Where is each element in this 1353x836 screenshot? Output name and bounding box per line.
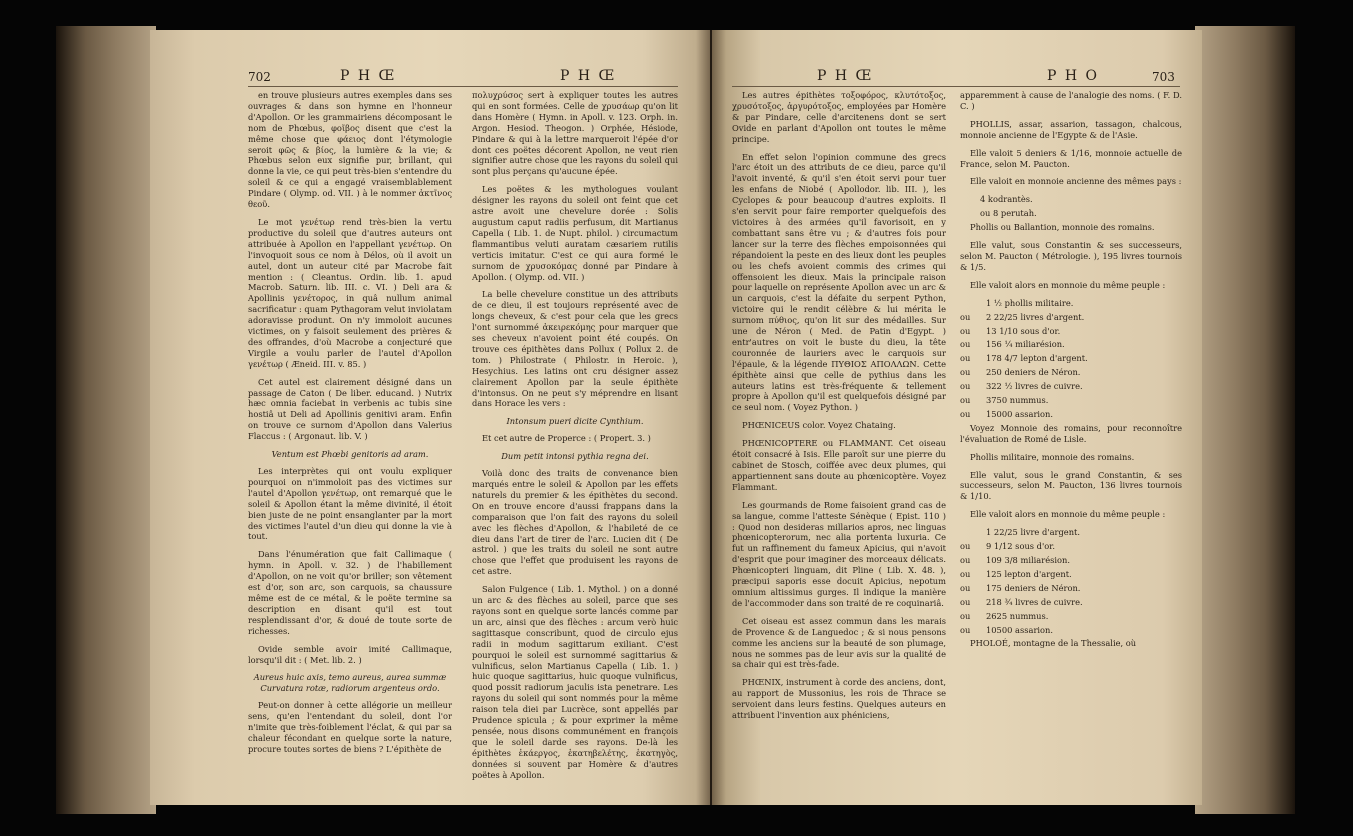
verse: Aureus huic axis, temo aureus, aurea summæ Curvatura rotæ, radiorum argenteus ordo. xyxy=(253,672,447,694)
paragraph: Elle valoit en monnoie ancienne des mêmes pays : xyxy=(970,176,1182,187)
value-row-prefix: ou xyxy=(960,555,971,565)
paragraph: en trouve plusieurs autres exemples dans ses ouvrages & dans son hymne en l'honneur d'Apollon. Or les grammairiens décomposant le nom de Phœbus, φοῖβος disent que c'est la même chose que φάειος dont l'étymologie seroit φῶς & βίος, la lumière & la vie; & Phœbus selon eux signifie pur, brillant, qui donne la vie, ce qui peut très-bien s'entendre du soleil & ce qui a engagé vraisemblablement Pindare ( Olymp. od. VII. ) à le nommer ἀκτῖνος θεοῦ. xyxy=(248,90,452,210)
value-row-text: 109 3/8 miliarésion. xyxy=(986,555,1071,565)
value-row-text: 250 deniers de Néron. xyxy=(986,367,1081,378)
paragraph: Dans l'énumération que fait Callimaque ( hymn. in Apoll. v. 32. ) de l'habillement d'Apollon, on ne voit qu'or briller; son vêtement est d'or, son arc, son carquois, sa chaussure même est de ce métal, & le poëte termine sa description en disant qu'il est tout resplendissant d'or, & doué de toute sorte de richesses. xyxy=(248,549,452,636)
value-row xyxy=(960,409,1182,420)
paragraph: Cet autel est clairement désigné dans un passage de Caton ( De liber. educand. ) Nutrix hæc omnia faciebat in verbenis ac tubis sine hostiâ ut Deli ad Apollinis genitivi aram. Enfin on trouve ce surnom d'Apollon dans Valerius Flaccus : ( Argonaut. lib. V. ) xyxy=(248,376,452,442)
value-row xyxy=(960,625,1182,636)
value-row-prefix: ou xyxy=(960,311,971,322)
value-row-prefix: ou xyxy=(960,325,971,336)
value-row-text: 218 ¾ livres de cuivre. xyxy=(986,596,1083,607)
verse: Dum petit intonsi pythia regna dei. xyxy=(501,451,649,462)
text-column-1 xyxy=(248,90,452,762)
value-row-prefix: ou xyxy=(960,596,971,607)
running-header: P H Œ xyxy=(817,68,874,84)
paragraph: Les interprètes qui ont voulu expliquer pourquoi on n'immoloit pas des victimes sur l'autel d'Apollon γενέτωρ, ont remarqué que le soleil & Apollon étant la même divinité, il étoit bien juste de ne point ensanglanter par la mort des victimes l'autel d'un dieu qui donne la vie à tout. xyxy=(248,466,452,542)
paragraph: Elle valut, sous le grand Constantin, & ses successeurs, selon M. Paucton, 136 livres tournois & 1/10. xyxy=(960,469,1182,502)
value-row-prefix: ou xyxy=(960,541,971,552)
paragraph: Les poëtes & les mythologues voulant désigner les rayons du soleil ont feint que cet astre avoit une chevelure dorée : Solis augustum caput radiis perfusum, dit Martianus Capella ( Lib. 1. de Nupt. philol. ) circumactum flammantibus veluti auratam cæsariem rutilis verticis imitatur. C'est ce qui aura formé le surnom de χρυσοκόμας donné par Pindare à Apollon. ( Olymp. od. VII. ) xyxy=(472,184,678,282)
paragraph: Peut-on donner à cette allégorie un meilleur sens, qu'en l'entendant du soleil, dont l'or n'imite que très-foiblement l'éclat, & qui par sa chaleur fécondant en quelque sorte la nature, procure toutes sortes de biens ? L'épithète de xyxy=(248,700,452,754)
page-number: 702 xyxy=(248,70,271,84)
entry-heading: Phollis militaire, monnoie des romains. xyxy=(970,451,1135,462)
value-row-text: 9 1/12 sous d'or. xyxy=(986,541,1055,552)
entry-heading: PHOLLIS, assar, assarion, tassagon, chalcous, monnoie ancienne de l'Egypte & de l'Asie. xyxy=(960,118,1182,140)
value-row-text: 175 deniers de Néron. xyxy=(986,582,1081,593)
value-row-text: 15000 assarion. xyxy=(986,408,1054,419)
paragraph: Voilà donc des traits de convenance bien marqués entre le soleil & Apollon par les effets naturels du premier & les épithètes du second. On en trouve encore d'aussi frappans dans la comparaison que l'on fait des rayons du soleil avec les flèches d'Apollon, & l'habileté de ce dieu dans l'art de tirer de l'arc. Lucien dit ( De astrol. ) que les traits du soleil ne sont autre chose que l'effet que produisent les rayons de cet astre. xyxy=(472,468,678,577)
entry-heading: PHŒNICEUS color. Voyez Chataing. xyxy=(742,420,896,431)
paragraph: Elle valoit alors en monnoie du même peuple : xyxy=(970,509,1166,520)
value-row-text: 3750 nummus. xyxy=(986,395,1049,406)
paragraph: Elle valoit alors en monnoie du même peuple : xyxy=(970,279,1166,290)
value-row-text: 2625 nummus. xyxy=(986,610,1049,621)
value-row: ou 8 perutah. xyxy=(980,208,1037,219)
value-row xyxy=(960,298,1182,309)
paragraph: En effet selon l'opinion commune des grecs l'arc étoit un des attributs de ce dieu, parce qu'il l'avoit inventé, & qu'il s'en étoit servi pour tuer les enfans de Niobé ( Apollodor. lib. III. ), les Cyclopes & pour beaucoup d'autres exploits. Il s'en servit pour faire remporter quelquefois des victoires à des armées qu'il favorisoit, en y combattant sans être vu ; & d'autres fois pour lancer sur la terre des flèches empoisonnées qui répandoient la peste en des lieux dont les peuples ou les chefs avoient commis des crimes qui offensoient les dieux. Mais la principale raison pour laquelle on représente Apollon avec un arc & un carquois, c'est la défaite du serpent Python, victoire qui le rendit célèbre & lui mérita le surnom πύθιος, qu'on lit sur des médailles. Sur une de Néron ( Med. de Patin d'Egypt. ) entr'autres on voit le buste du dieu, la tête couronnée de lauriers avec le carquois sur l'épaule, & la légende ΠΥΘΙΟΣ ΑΠΟΛΛΩΝ. Cette épithète ainsi que celle de pythius dans les auteurs latins est très-fréquente & tellement propre à Apollon qu'il est quelquefois désigné par ce seul nom. ( Voyez Python. ) xyxy=(732,151,946,413)
entry-heading: PHOLOÉ, montagne de la Thessalie, où xyxy=(970,638,1137,649)
value-row-text: 322 ½ livres de cuivre. xyxy=(986,381,1083,392)
paragraph: Elle valut, sous Constantin & ses successeurs, selon M. Paucton ( Métrologie. ), 195 livres tournois & 1/5. xyxy=(960,240,1182,272)
value-row xyxy=(960,569,1182,580)
paragraph: πολυχρύσος sert à expliquer toutes les autres qui en sont formées. Celle de χρυσάωρ qu'on lit dans Homère ( Hymn. in Apoll. v. 123. Orph. in. Argon. Hesiod. Theogon. ) Orphée, Hésiode, Pindare & qui à la lettre marqueroit l'épée d'or dont ces poëtes décorent Apollon, ne veut rien signifier autre chose que les rayons du soleil qui sont plus perçans qu'aucune épée. xyxy=(472,90,678,177)
value-table xyxy=(960,298,1182,420)
value-row xyxy=(960,381,1182,392)
value-row xyxy=(960,611,1182,622)
value-row xyxy=(960,312,1182,323)
value-table xyxy=(960,527,1182,635)
paragraph: Voyez Monnoie des romains, pour reconnoître l'évaluation de Romé de Lisle. xyxy=(960,422,1182,444)
paragraph: La belle chevelure constitue un des attributs de ce dieu, il est toujours représenté avec de longs cheveux, & c'est pour cela que les grecs l'ont surnommé ἀκειρεκόμης pour marquer que ses cheveux n'avoient point été coupés. On trouve ces épithètes dans Pollux ( Pollux 2. de tom. ) Philostrate ( Philostr. in Heroic. ), Hesychius. Les latins ont cru désigner assez clairement Apollon par la seule épithète d'intonsus. On ne peut s'y méprendre en lisant dans Horace les vers : xyxy=(472,289,678,409)
value-row xyxy=(960,367,1182,378)
verse: Ventum est Phœbi genitoris ad aram. xyxy=(271,449,429,460)
value-row-text: 125 lepton d'argent. xyxy=(986,568,1072,579)
paragraph: Et cet autre de Properce : ( Propert. 3. ) xyxy=(482,433,651,444)
value-row-text: 156 ¼ miliarésion. xyxy=(986,339,1065,350)
text-column-2 xyxy=(960,90,1182,656)
paragraph: Salon Fulgence ( Lib. 1. Mythol. ) on a donné un arc & des flèches au soleil, parce que ses rayons sont en quelque sorte lancés comme par un arc, ainsi que des flèches : arcum verò huic sagittasque conscribunt, quod de circulo ejus radii in modum sagittarum exiliant. C'est pourquoi le soleil est surnommé sagittarius & vulnificus, selon Martianus Capella ( Lib. 1. ) huic quoque sagittarius, huic quoque vulnificus, quod possit radiorum jaculis ista penetrare. Les rayons du soleil qui sont nommés pour la même raison tela diei par Lucrèce, sont appellés par Prudence spicula ; & pour exprimer la même pensée, nous disons communément en françois que le soleil darde ses rayons. De-là les épithètes ἑκάεργος, ἑκατηβελέτης, ἑκατηγὸς, données si souvent par Homère & d'autres poëtes à Apollon. xyxy=(472,584,678,780)
value-row-prefix: ou xyxy=(960,610,971,621)
left-page-edges xyxy=(56,26,156,814)
value-row xyxy=(960,555,1182,566)
value-row-text: 2 22/25 livres d'argent. xyxy=(986,311,1085,322)
text-column-2 xyxy=(472,90,678,787)
paragraph: Ovide semble avoir imité Callimaque, lorsqu'il dit : ( Met. lib. 2. ) xyxy=(248,643,452,665)
left-page xyxy=(150,30,710,805)
running-header: P H Œ xyxy=(560,68,617,84)
running-header: P H O xyxy=(1047,68,1100,84)
verse: Intonsum pueri dicite Cynthium. xyxy=(506,416,644,427)
paragraph: Cet oiseau est assez commun dans les marais de Provence & de Languedoc ; & si nous pensons comme les anciens sur la beauté de son plumage, nous ne sommes pas de leur avis sur la qualité de sa chair qui est très-fade. xyxy=(732,615,946,670)
paragraph: Les gourmands de Rome faisoient grand cas de sa langue, comme l'atteste Sénèque ( Epist. 110 ) : Quod non desideras millarios apros, nec linguas phœnicopterorum, nec alia portenta luxuria. Ce fut un raffinement du fameux Apicius, qui n'avoit d'esprit que pour imaginer des morceaux délicats. Phœnicopteri linguam, dit Pline ( Lib. X. 48. ), præcipui saporis esse docuit Apicius, nepotum omnium altissimus gurges. Il indique la manière de l'accommoder dans son traité de re coquinariâ. xyxy=(732,499,946,608)
header-rule xyxy=(732,86,1180,87)
text-column-1 xyxy=(732,90,946,728)
value-row-text: 1 ½ phollis militaire. xyxy=(986,297,1074,308)
entry-heading: PHŒNIX, instrument à corde des anciens, dont, au rapport de Mussonius, les rois de Thrace se servoient dans leurs festins. Quelques auteurs en attribuent l'invention aux phéniciens, xyxy=(732,677,946,721)
running-header: P H Œ xyxy=(340,68,397,84)
value-row xyxy=(960,583,1182,594)
value-row-prefix: ou xyxy=(960,353,971,364)
value-row xyxy=(960,541,1182,552)
value-row-text: 1 22/25 livre d'argent. xyxy=(986,527,1081,538)
value-row xyxy=(960,527,1182,538)
entry-heading: PHŒNICOPTERE ou FLAMMANT. Cet oiseau étoit consacré à Isis. Elle paroît sur une pierre du cabinet de Stosch, coiffée avec deux plumes, qui appartiennent sans doute au phœnicoptère. Voyez Flammant. xyxy=(732,438,946,492)
value-row-text: 178 4/7 lepton d'argent. xyxy=(986,353,1088,364)
header-rule xyxy=(248,86,678,87)
value-row-prefix: ou xyxy=(960,339,971,350)
page-number: 703 xyxy=(1152,70,1175,84)
value-row-prefix: ou xyxy=(960,408,971,419)
value-row-text: 10500 assarion. xyxy=(986,624,1054,635)
value-row: 4 kodrantès. xyxy=(980,194,1033,205)
value-row xyxy=(960,339,1182,350)
paragraph: Elle valoit 5 deniers & 1/16, monnoie actuelle de France, selon M. Paucton. xyxy=(960,147,1182,169)
right-page xyxy=(712,30,1202,805)
value-row-prefix: ou xyxy=(960,568,971,579)
book-gutter xyxy=(696,30,726,805)
value-row-prefix: ou xyxy=(960,381,971,392)
value-row xyxy=(960,353,1182,364)
paragraph: apparemment à cause de l'analogie des noms. ( F. D. C. ) xyxy=(960,90,1182,111)
paragraph: Les autres épithètes τοξοφόρος, κλυτότοξος, χρυσότοξος, ἀργυρότοξος, employées par Homère & par Pindare, celle d'arcitenens dont se sert Ovide en parlant d'Apollon ont toutes le même principe. xyxy=(732,90,946,144)
value-row xyxy=(960,326,1182,337)
value-row-prefix: ou xyxy=(960,367,971,378)
value-row-text: 13 1/10 sous d'or. xyxy=(986,325,1061,336)
value-row xyxy=(960,597,1182,608)
right-page-edges xyxy=(1195,26,1295,814)
value-row-prefix: ou xyxy=(960,582,971,593)
value-row-prefix: ou xyxy=(960,624,971,635)
value-row xyxy=(960,395,1182,406)
value-row-prefix: ou xyxy=(960,395,971,406)
entry-heading: Phollis ou Ballantion, monnoie des romains. xyxy=(970,222,1155,233)
paragraph: Le mot γενέτωρ rend très-bien la vertu productive du soleil que d'autres auteurs ont attribuée à Apollon en l'appellant γενέτωρ. On l'invoquoit sous ce nom à Délos, où il avoit un autel, dont un auteur cité par Macrobe fait mention : ( Cleantus. Ordin. lib. 1. apud Macrob. Saturn. lib. III. c. VI. ) Deli ara & Apollinis γενέτορος, in quâ nullum animal sacrificatur : quam Pythagoram velut inviolatam adoravisse produnt. On n'y immoloit aucunes victimes, on y faisoit seulement des prières & des offrandes, d'où Macrobe a conjecturé que Virgile a voulu parler de l'autel d'Apollon γενέτωρ ( Æneid. III. v. 85. ) xyxy=(248,216,452,369)
